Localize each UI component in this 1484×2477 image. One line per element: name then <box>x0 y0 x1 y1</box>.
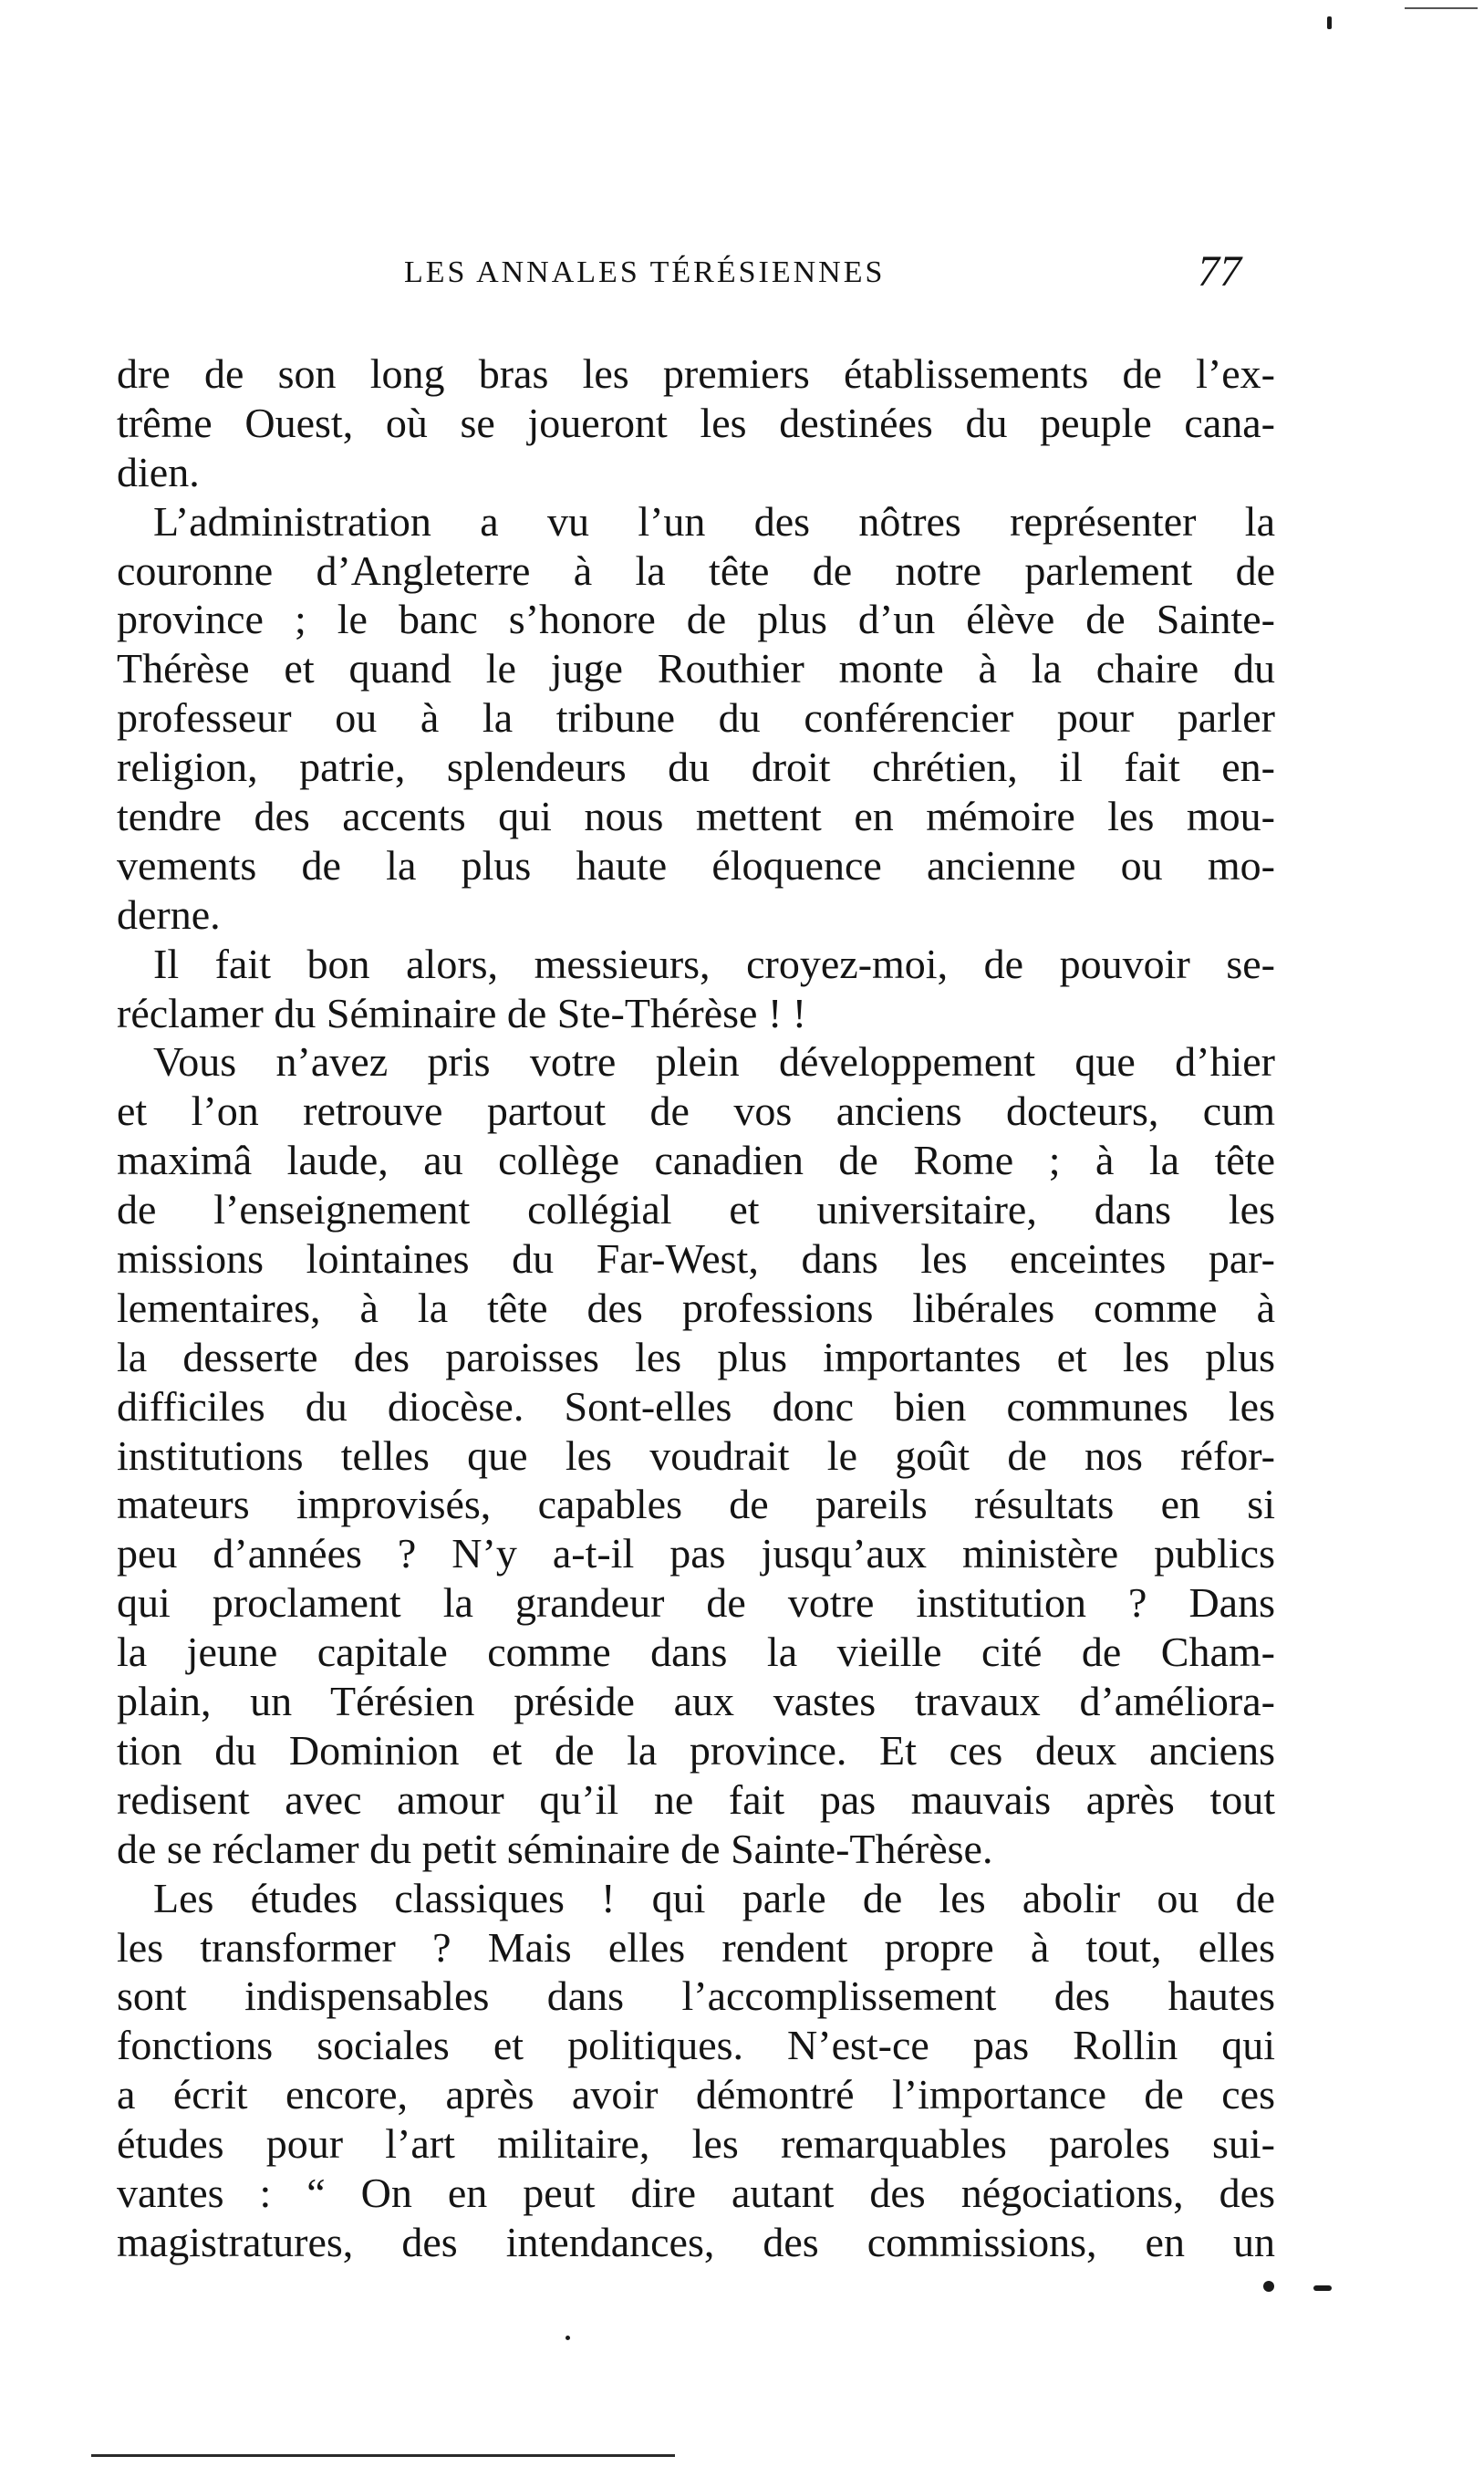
text-line: les transformer ? Mais elles rendent propre à tout, elles <box>117 1923 1275 1971</box>
text-line: missions lointaines du Far-West, dans les enceintes par- <box>117 1235 1275 1283</box>
text-line: professeur ou à la tribune du conférencier pour parler <box>117 694 1275 742</box>
running-title: LES ANNALES TÉRÉSIENNES <box>404 255 886 289</box>
text-line: de se réclamer du petit séminaire de Sainte-Thérèse. <box>117 1825 993 1872</box>
text-line: dre de son long bras les premiers établissements de l’ex- <box>117 350 1275 397</box>
text-line: vantes : “ On en peut dire autant des négociations, des <box>117 2169 1275 2216</box>
text-line: magistratures, des intendances, des commissions, en un <box>117 2218 1275 2265</box>
page-number: 77 <box>1198 247 1241 296</box>
text-line: Les études classiques ! qui parle de les abolir ou de <box>153 1874 1275 1921</box>
ink-speck <box>1327 16 1332 29</box>
text-line: peu d’années ? N’y a-t-il pas jusqu’aux ministère publics <box>117 1530 1275 1577</box>
body-text <box>117 349 1275 2267</box>
text-line: Il fait bon alors, messieurs, croyez-moi, de pouvoir se- <box>153 940 1275 987</box>
text-line: province ; le banc s’honore de plus d’un élève de Sainte- <box>117 596 1275 643</box>
ink-speck <box>566 2336 570 2340</box>
corner-rule <box>1405 7 1478 9</box>
text-line: tion du Dominion et de la province. Et ces deux anciens <box>117 1726 1275 1774</box>
text-line: mateurs improvisés, capables de pareils résultats en si <box>117 1481 1275 1528</box>
text-line: trême Ouest, où se joueront les destinées du peuple cana- <box>117 399 1275 446</box>
text-line: lementaires, à la tête des professions libérales comme à <box>117 1284 1275 1331</box>
page-header <box>404 246 1316 301</box>
text-line: redisent avec amour qu’il ne fait pas mauvais après tout <box>117 1775 1275 1823</box>
text-line: tendre des accents qui nous mettent en mémoire les mou- <box>117 793 1275 840</box>
text-line: réclamer du Séminaire de Ste-Thérèse ! ! <box>117 989 807 1036</box>
text-line: maximâ laude, au collège canadien de Rome ; à la tête <box>117 1137 1275 1184</box>
text-line: sont indispensables dans l’accomplissement des hautes <box>117 1972 1275 2020</box>
text-line: fonctions sociales et politiques. N’est-ce pas Rollin qui <box>117 2022 1275 2069</box>
text-line: de l’enseignement collégial et universitaire, dans les <box>117 1186 1275 1233</box>
text-line: et l’on retrouve partout de vos anciens docteurs, cum <box>117 1088 1275 1135</box>
text-line: la jeune capitale comme dans la vieille cité de Cham- <box>117 1629 1275 1676</box>
text-line: a écrit encore, après avoir démontré l’importance de ces <box>117 2071 1275 2118</box>
text-line: études pour l’art militaire, les remarquables paroles sui- <box>117 2120 1275 2168</box>
bottom-rule <box>91 2454 675 2457</box>
text-line: derne. <box>117 890 221 938</box>
text-line: institutions telles que les voudrait le goût de nos réfor- <box>117 1431 1275 1479</box>
text-line: la desserte des paroisses les plus importantes et les plus <box>117 1333 1275 1380</box>
text-line: difficiles du diocèse. Sont-elles donc bien communes les <box>117 1382 1275 1430</box>
ink-speck <box>1313 2285 1332 2291</box>
text-line: dien. <box>117 448 200 495</box>
text-line: Vous n’avez pris votre plein développement que d’hier <box>153 1038 1275 1086</box>
text-line: plain, un Térésien préside aux vastes travaux d’améliora- <box>117 1678 1275 1725</box>
text-line: religion, patrie, splendeurs du droit chrétien, il fait en- <box>117 744 1275 791</box>
ink-speck <box>1263 2281 1274 2292</box>
text-line: qui proclament la grandeur de votre institution ? Dans <box>117 1579 1275 1627</box>
text-line: Thérèse et quand le juge Routhier monte à la chaire du <box>117 645 1275 692</box>
text-line: L’administration a vu l’un des nôtres représenter la <box>153 497 1275 545</box>
text-line: couronne d’Angleterre à la tête de notre parlement de <box>117 546 1275 594</box>
text-line: vements de la plus haute éloquence ancienne ou mo- <box>117 841 1275 889</box>
